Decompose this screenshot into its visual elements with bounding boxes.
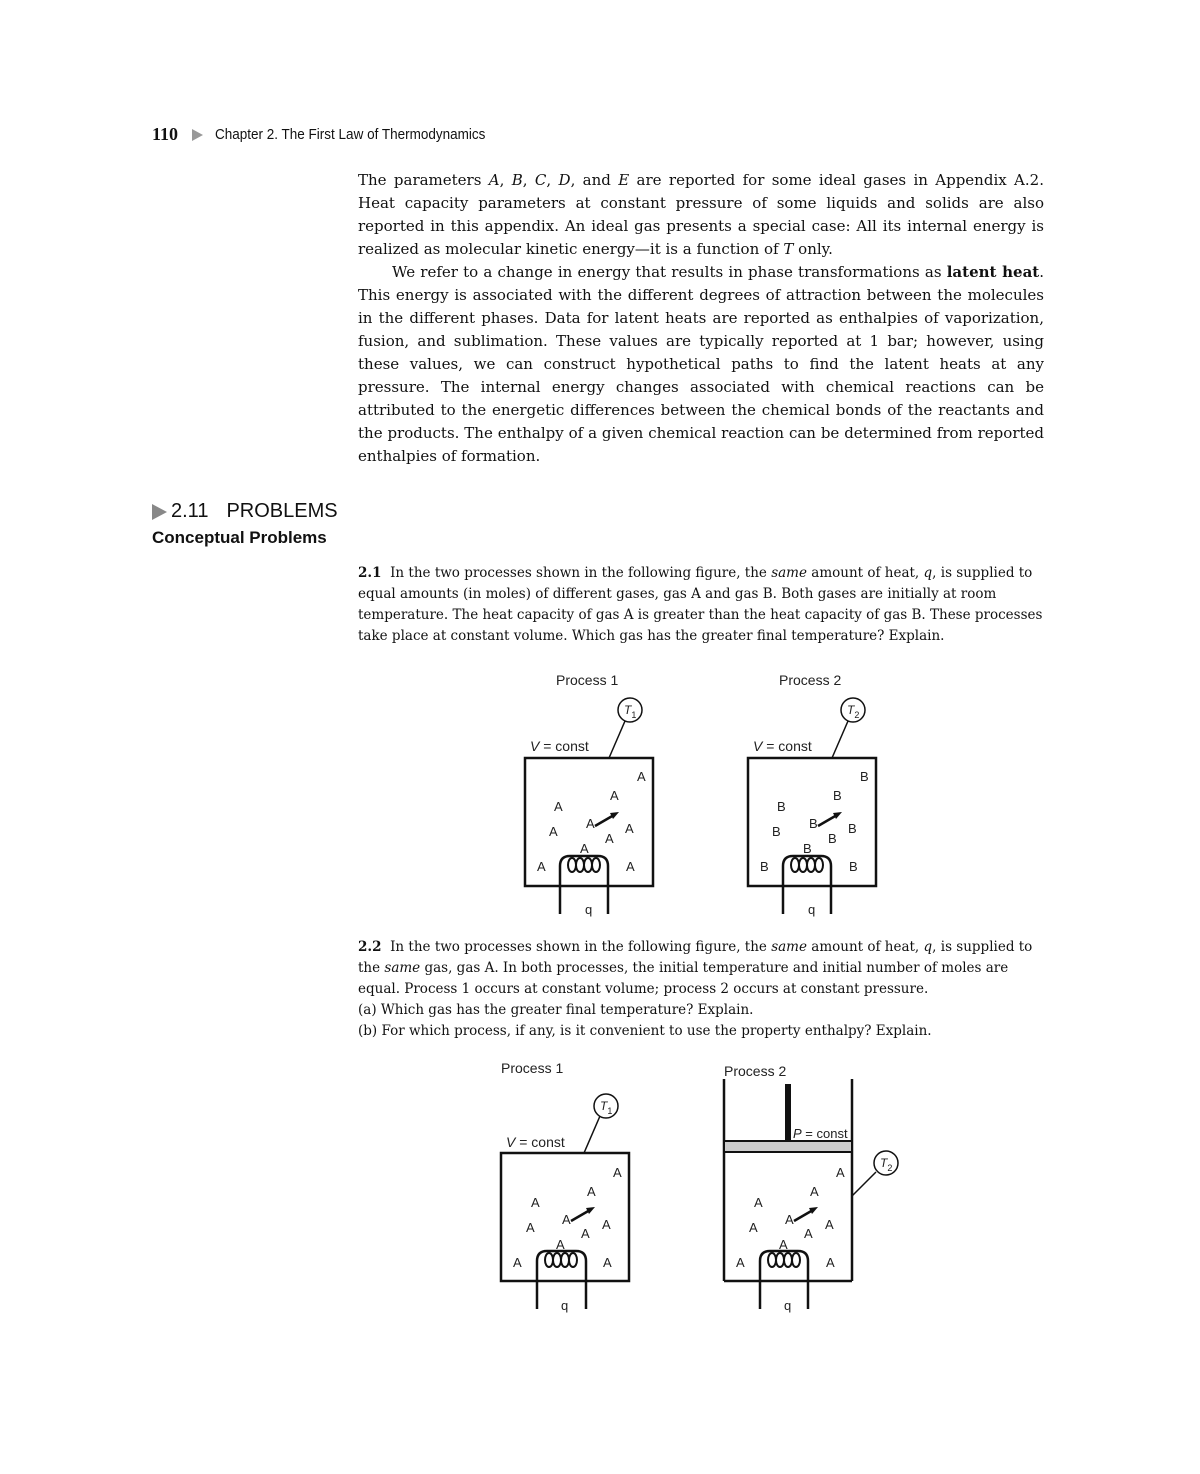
svg-text:A: A <box>754 1195 763 1210</box>
svg-text:A: A <box>836 1165 845 1180</box>
svg-text:A: A <box>513 1255 522 1270</box>
svg-text:B: B <box>760 859 769 874</box>
svg-text:A: A <box>625 821 634 836</box>
svg-text:A: A <box>562 1212 571 1227</box>
latent-heat-term: latent heat <box>946 263 1040 281</box>
process-2-label: Process 2 <box>724 1063 787 1079</box>
process-1-label: Process 1 <box>501 1060 564 1076</box>
svg-text:B: B <box>772 824 781 839</box>
constant-volume-label-1: V = const <box>530 738 589 754</box>
svg-text:A: A <box>537 859 546 874</box>
svg-text:A: A <box>626 859 635 874</box>
heat-label-2: q <box>784 1298 792 1313</box>
svg-text:A: A <box>749 1220 758 1235</box>
svg-text:B: B <box>833 788 842 803</box>
svg-text:A: A <box>526 1220 535 1235</box>
svg-text:B: B <box>848 821 857 836</box>
page-number: 110 <box>152 124 179 144</box>
thermometer-2-label: $T_2$ <box>880 1156 893 1173</box>
svg-text:A: A <box>810 1184 819 1199</box>
svg-text:A: A <box>549 824 558 839</box>
chapter-title: Chapter 2. The First Law of Thermodynamics <box>215 126 486 143</box>
section-number: 2.11 <box>171 500 209 522</box>
svg-text:A: A <box>825 1217 834 1232</box>
intro-paragraph-2: We refer to a change in energy that results in phase transformations as latent heat. This energy is associated with the different degrees of attraction between the molecules in the different phases. Data for latent heats are reported as enthalpies of vaporization, fusion, and sublimation. These values are typically reported at 1 bar; however, using these values, we can construct hypothetical paths to find the latent heats at any pressure. The internal energy changes associated with chemical reactions can be attributed to the energetic differences between the chemical bonds of the reactants and the products. The enthalpy of a given chemical reaction can be determined from reported enthalpies of formation. <box>358 263 1044 465</box>
problem-2-1: 2.1 In the two processes shown in the following figure, the same amount of heat, q, is supplied to equal amounts (in moles) of different gases, gas A and gas B. Both gases are initially at room temperature. The heat capacity of gas A is greater than the heat capacity of gas B. These processes take place at constant volume. Which gas has the greater final temperature? Explain. <box>358 565 1043 644</box>
problem-number: 2.2 <box>358 939 382 955</box>
svg-text:B: B <box>860 769 869 784</box>
heat-label-1: q <box>585 902 593 917</box>
svg-text:A: A <box>785 1212 794 1227</box>
svg-text:A: A <box>736 1255 745 1270</box>
process-1-label: Process 1 <box>556 672 619 688</box>
svg-text:A: A <box>603 1255 612 1270</box>
svg-text:A: A <box>779 1237 788 1252</box>
thermometer-2-label: $T_2$ <box>847 703 860 720</box>
process-2-label: Process 2 <box>779 672 842 688</box>
svg-text:A: A <box>602 1217 611 1232</box>
heat-label-1: q <box>561 1298 569 1313</box>
svg-text:B: B <box>809 816 818 831</box>
problem-2-2-part-b: (b) For which process, if any, is it convenient to use the property enthalpy? Explain. <box>358 1023 932 1039</box>
constant-volume-label-2: V = const <box>753 738 812 754</box>
svg-text:A: A <box>580 841 589 856</box>
svg-text:A: A <box>587 1184 596 1199</box>
svg-text:B: B <box>803 841 812 856</box>
svg-text:A: A <box>586 816 595 831</box>
svg-text:A: A <box>554 799 563 814</box>
svg-text:B: B <box>828 831 837 846</box>
intro-paragraph-1: The parameters A, B, C, D, and E are reported for some ideal gases in Appendix A.2. Heat capacity parameters at constant pressure of some liquids and solids are also reported in this appendix. An ideal gas presents a special case: All its internal energy is realized as molecular kinetic energy—it is a function of T only. <box>358 171 1044 258</box>
heat-label-2: q <box>808 902 816 917</box>
svg-text:B: B <box>777 799 786 814</box>
problem-number: 2.1 <box>358 565 382 581</box>
svg-text:A: A <box>556 1237 565 1252</box>
svg-text:A: A <box>804 1226 813 1241</box>
constant-pressure-label: P = const <box>793 1126 848 1141</box>
thermometer-1-label: $T_1$ <box>624 703 637 720</box>
svg-text:A: A <box>826 1255 835 1270</box>
svg-text:A: A <box>610 788 619 803</box>
svg-text:A: A <box>613 1165 622 1180</box>
problem-2-2: 2.2 In the two processes shown in the following figure, the same amount of heat, q, is supplied to the same gas, gas A. In both processes, the initial temperature and initial number of moles are equal. Process 1 occurs at constant volume; process 2 occurs at constant pressure. (a) Which gas has the greater final temperature? Explain. (b) For which process, if any, is it convenient to use the property enthalpy? Explain. <box>358 937 1044 1042</box>
section-title: PROBLEMS <box>226 500 338 522</box>
problem-2-2-part-a: (a) Which gas has the greater final temperature? Explain. <box>358 1002 754 1018</box>
svg-text:A: A <box>637 769 646 784</box>
svg-text:B: B <box>849 859 858 874</box>
svg-text:A: A <box>605 831 614 846</box>
svg-text:A: A <box>531 1195 540 1210</box>
constant-volume-label: V = const <box>506 1134 565 1150</box>
svg-text:A: A <box>581 1226 590 1241</box>
thermometer-1-label: $T_1$ <box>600 1099 613 1116</box>
subsection-title: Conceptual Problems <box>152 528 327 547</box>
